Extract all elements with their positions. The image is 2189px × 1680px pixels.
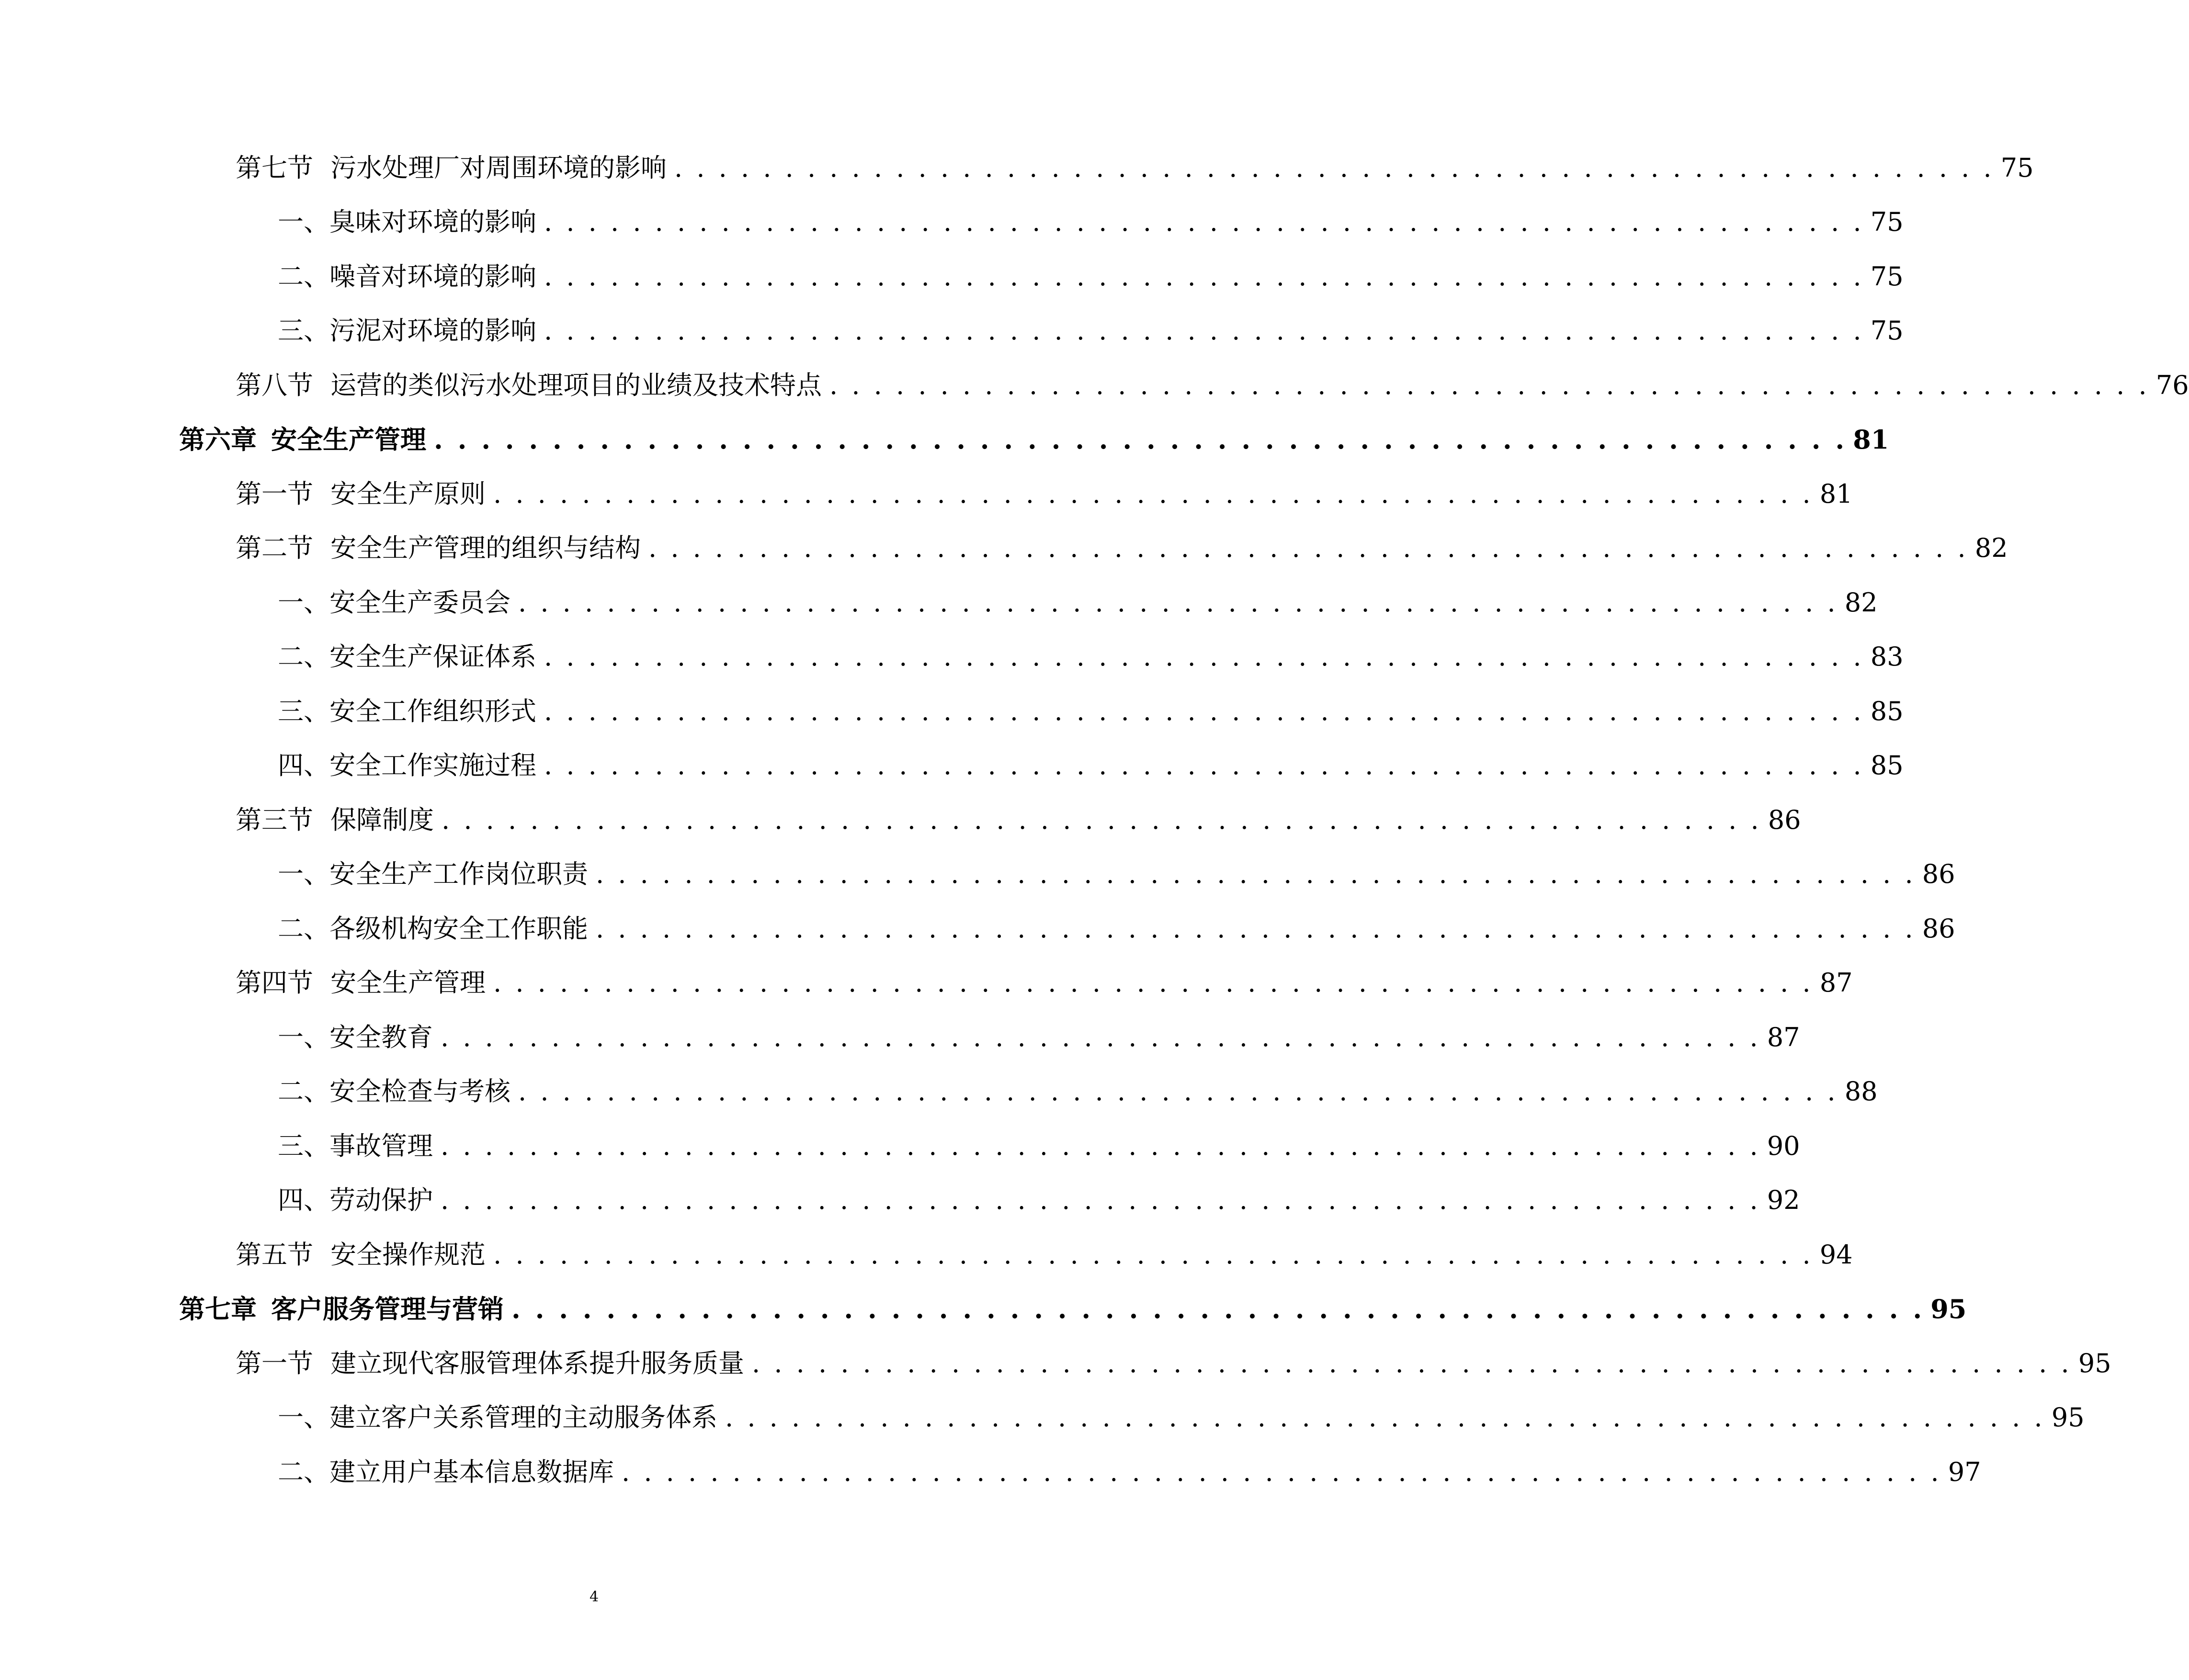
- toc-entry-number: 第七章: [179, 1294, 257, 1325]
- toc-entry-page: 87: [1767, 1022, 1800, 1052]
- toc-entry-number: 一、: [278, 859, 329, 890]
- toc-entry-section[interactable]: [0, 793, 1801, 847]
- toc-entry-page: 75: [1870, 261, 1904, 292]
- toc-leader-dots: . . . . . . . . . . . . . . . . . . . . . . . . . . . . . . . . . . . . . . . . . . . . . . . . . . . . . . . . . . . .: [518, 587, 1838, 618]
- toc-entry-page: 86: [1768, 804, 1801, 835]
- toc-entry-number: 二、: [278, 642, 329, 672]
- toc-leader-dots: . . . . . . . . . . . . . . . . . . . . . . . . . . . . . . . . . . . . . . . . . . . . . . . . . . . . . . . . . . . .: [544, 207, 1864, 237]
- toc-entry-item[interactable]: [0, 1119, 1800, 1173]
- toc-entry-title: 运营的类似污水处理项目的业绩及技术特点: [330, 370, 822, 400]
- toc-leader-dots: . . . . . . . . . . . . . . . . . . . . . . . . . . . . . . . . . . . . . . . . . . . . . . . . . . . . . . . . . . . .: [434, 424, 1848, 455]
- toc-entry-title: 安全生产工作岗位职责: [329, 859, 588, 890]
- toc-leader-dots: . . . . . . . . . . . . . . . . . . . . . . . . . . . . . . . . . . . . . . . . . . . . . . . . . . . . . . . . . . . .: [441, 1022, 1761, 1052]
- toc-entry-number: 三、: [278, 316, 329, 346]
- toc-entry-item[interactable]: [0, 1391, 2085, 1445]
- toc-entry-title: 保障制度: [330, 804, 434, 835]
- toc-leader-dots: . . . . . . . . . . . . . . . . . . . . . . . . . . . . . . . . . . . . . . . . . . . . . . . . . . . . . . . . . . . .: [441, 1130, 1761, 1161]
- toc-entry-label: [236, 1348, 744, 1378]
- toc-entry-number: 一、: [278, 1022, 329, 1052]
- toc-entry-label: [236, 970, 486, 996]
- toc-entry-title: 安全生产委员会: [329, 587, 510, 618]
- toc-entry-number: 二、: [278, 913, 329, 944]
- toc-entry-title: 安全生产原则: [330, 478, 486, 509]
- toc-entry-chapter[interactable]: [0, 413, 1889, 467]
- toc-entry-number: 第三节: [236, 804, 313, 835]
- toc-entry-item[interactable]: [0, 249, 1904, 304]
- toc-entry-page: 83: [1870, 642, 1904, 672]
- toc-leader-dots: . . . . . . . . . . . . . . . . . . . . . . . . . . . . . . . . . . . . . . . . . . . . . . . . . . . . . . . . . . . .: [544, 696, 1864, 726]
- toc-entry-label: [278, 1022, 433, 1052]
- toc-entry-number: 一、: [278, 1402, 329, 1433]
- toc-entry-label: [236, 533, 641, 564]
- toc-entry-label: [278, 1456, 614, 1487]
- toc-entry-label: [278, 750, 536, 781]
- toc-entry-page: 85: [1870, 696, 1904, 726]
- toc-entry-section[interactable]: [0, 521, 2008, 576]
- toc-entry-title: 污泥对环境的影响: [329, 316, 536, 346]
- toc-entry-title: 劳动保护: [329, 1185, 433, 1216]
- toc-leader-dots: . . . . . . . . . . . . . . . . . . . . . . . . . . . . . . . . . . . . . . . . . . . . . . . . . . . . . . . . . . . .: [493, 478, 1814, 509]
- toc-entry-number: 二、: [278, 261, 329, 292]
- toc-entry-title: 噪音对环境的影响: [329, 261, 536, 292]
- toc-entry-page: 82: [1844, 587, 1878, 618]
- toc-leader-dots: . . . . . . . . . . . . . . . . . . . . . . . . . . . . . . . . . . . . . . . . . . . . . . . . . . . . . . . . . . . .: [544, 261, 1864, 292]
- toc-entry-section[interactable]: [0, 956, 1853, 1011]
- toc-entry-label: [278, 318, 536, 344]
- toc-entry-number: 第一节: [236, 478, 313, 509]
- toc-leader-dots: . . . . . . . . . . . . . . . . . . . . . . . . . . . . . . . . . . . . . . . . . . . . . . . . . . . . . . . . . . . .: [441, 1185, 1761, 1216]
- toc-entry-title: 建立用户基本信息数据库: [329, 1456, 614, 1487]
- toc-entry-title: 安全工作组织形式: [329, 696, 536, 726]
- toc-entry-number: 二、: [278, 1456, 329, 1487]
- toc-entry-label: [278, 913, 588, 944]
- toc-entry-page: 92: [1767, 1185, 1800, 1216]
- toc-entry-title: 安全生产管理: [271, 424, 426, 455]
- toc-entry-section[interactable]: [0, 141, 2034, 195]
- toc-entry-page: 95: [1930, 1294, 1967, 1325]
- toc-entry-item[interactable]: [0, 1173, 1800, 1228]
- toc-entry-title: 臭味对环境的影响: [329, 207, 536, 237]
- toc-entry-number: 一、: [278, 587, 329, 618]
- toc-entry-section[interactable]: [0, 1336, 2111, 1391]
- toc-entry-page: 86: [1922, 859, 1955, 890]
- toc-entry-title: 污水处理厂对周围环境的影响: [330, 152, 667, 183]
- toc-entry-label: [278, 261, 536, 292]
- toc-entry-page: 88: [1844, 1076, 1878, 1107]
- toc-leader-dots: . . . . . . . . . . . . . . . . . . . . . . . . . . . . . . . . . . . . . . . . . . . . . . . . . . . . . . . . . . . .: [596, 913, 1916, 944]
- toc-entry-title: 客户服务管理与营销: [271, 1294, 504, 1325]
- toc-entry-label: [278, 859, 588, 890]
- toc-entry-label: [278, 1185, 433, 1216]
- toc-entry-number: 第一节: [236, 1348, 313, 1378]
- toc-entry-page: 75: [1870, 316, 1904, 346]
- toc-entry-item[interactable]: [0, 1445, 1981, 1500]
- toc-entry-title: 建立现代客服管理体系提升服务质量: [330, 1348, 744, 1378]
- toc-entry-title: 安全生产管理的组织与结构: [330, 533, 641, 564]
- toc-entry-title: 安全生产管理: [330, 968, 486, 998]
- toc-entry-section[interactable]: [0, 358, 2189, 413]
- toc-leader-dots: . . . . . . . . . . . . . . . . . . . . . . . . . . . . . . . . . . . . . . . . . . . . . . . . . . . . . . . . . . . .: [752, 1348, 2072, 1378]
- toc-entry-number: 第八节: [236, 370, 313, 400]
- toc-entry-page: 76: [2155, 370, 2189, 400]
- toc-entry-label: [236, 372, 822, 398]
- toc-entry-page: 82: [1974, 533, 2008, 564]
- toc-leader-dots: . . . . . . . . . . . . . . . . . . . . . . . . . . . . . . . . . . . . . . . . . . . . . . . . . . . . . . . . . . . .: [648, 533, 1969, 564]
- toc-leader-dots: . . . . . . . . . . . . . . . . . . . . . . . . . . . . . . . . . . . . . . . . . . . . . . . . . . . . . . . . . . . .: [518, 1076, 1838, 1107]
- toc-entry-item[interactable]: [0, 304, 1904, 359]
- toc-leader-dots: . . . . . . . . . . . . . . . . . . . . . . . . . . . . . . . . . . . . . . . . . . . . . . . . . . . . . . . . . . . .: [493, 1239, 1814, 1270]
- toc-entry-title: 安全教育: [329, 1022, 433, 1052]
- toc-entry-label: [179, 424, 426, 455]
- toc-entry-item[interactable]: [0, 684, 1904, 739]
- toc-entry-chapter[interactable]: [0, 1282, 1967, 1337]
- toc-leader-dots: . . . . . . . . . . . . . . . . . . . . . . . . . . . . . . . . . . . . . . . . . . . . . . . . . . . . . . . . . . . .: [674, 152, 1995, 183]
- toc-entry-item[interactable]: [0, 195, 1904, 250]
- toc-leader-dots: . . . . . . . . . . . . . . . . . . . . . . . . . . . . . . . . . . . . . . . . . . . . . . . . . . . . . . . . . . . .: [442, 804, 1762, 835]
- toc-entry-number: 一、: [278, 207, 329, 237]
- toc-entry-label: [179, 1294, 504, 1325]
- table-of-contents: [0, 141, 2189, 1500]
- toc-entry-number: 三、: [278, 1130, 329, 1161]
- toc-entry-label: [278, 1402, 717, 1433]
- toc-leader-dots: . . . . . . . . . . . . . . . . . . . . . . . . . . . . . . . . . . . . . . . . . . . . . . . . . . . . . . . . . . . .: [596, 859, 1916, 890]
- toc-entry-page: 81: [1819, 478, 1853, 509]
- toc-entry-item[interactable]: [0, 575, 1878, 630]
- toc-entry-label: [278, 587, 510, 618]
- toc-entry-page: 94: [1819, 1239, 1853, 1270]
- toc-entry-title: 安全操作规范: [330, 1239, 486, 1270]
- toc-entry-label: [278, 209, 536, 235]
- toc-leader-dots: . . . . . . . . . . . . . . . . . . . . . . . . . . . . . . . . . . . . . . . . . . . . . . . . . . . . . . . . . . . .: [511, 1294, 1925, 1325]
- toc-entry-number: 四、: [278, 1185, 329, 1216]
- toc-entry-title: 建立客户关系管理的主动服务体系: [329, 1402, 717, 1433]
- toc-entry-number: 四、: [278, 750, 329, 781]
- toc-entry-number: 第四节: [236, 968, 313, 998]
- toc-entry-label: [236, 152, 667, 183]
- toc-entry-number: 第二节: [236, 533, 313, 564]
- toc-entry-title: 安全生产保证体系: [329, 642, 536, 672]
- toc-entry-item[interactable]: [0, 902, 1955, 956]
- toc-entry-page: 87: [1819, 968, 1853, 998]
- toc-entry-page: 75: [2000, 152, 2034, 183]
- toc-entry-item[interactable]: [0, 1065, 1878, 1119]
- toc-entry-number: 第七节: [236, 152, 313, 183]
- page-number: 4: [589, 1589, 599, 1605]
- toc-entry-number: 三、: [278, 696, 329, 726]
- toc-leader-dots: . . . . . . . . . . . . . . . . . . . . . . . . . . . . . . . . . . . . . . . . . . . . . . . . . . . . . . . . . . . .: [829, 370, 2150, 400]
- toc-leader-dots: . . . . . . . . . . . . . . . . . . . . . . . . . . . . . . . . . . . . . . . . . . . . . . . . . . . . . . . . . . . .: [544, 642, 1864, 672]
- toc-entry-page: 97: [1948, 1456, 1981, 1487]
- toc-leader-dots: . . . . . . . . . . . . . . . . . . . . . . . . . . . . . . . . . . . . . . . . . . . . . . . . . . . . . . . . . . . .: [544, 316, 1864, 346]
- toc-entry-page: 85: [1870, 750, 1904, 781]
- toc-entry-section[interactable]: [0, 1228, 1853, 1282]
- toc-entry-page: 86: [1922, 913, 1955, 944]
- toc-leader-dots: . . . . . . . . . . . . . . . . . . . . . . . . . . . . . . . . . . . . . . . . . . . . . . . . . . . . . . . . . . . .: [725, 1402, 2045, 1433]
- toc-entry-number: 第六章: [179, 424, 257, 455]
- toc-entry-page: 95: [2078, 1348, 2111, 1378]
- toc-leader-dots: . . . . . . . . . . . . . . . . . . . . . . . . . . . . . . . . . . . . . . . . . . . . . . . . . . . . . . . . . . . .: [544, 750, 1864, 781]
- toc-entry-title: 安全检查与考核: [329, 1076, 510, 1107]
- toc-entry-title: 安全工作实施过程: [329, 750, 536, 781]
- toc-entry-label: [236, 1239, 486, 1270]
- toc-entry-label: [278, 1130, 433, 1161]
- toc-entry-item[interactable]: [0, 847, 1955, 902]
- toc-entry-label: [236, 804, 434, 835]
- toc-entry-number: 第五节: [236, 1239, 313, 1270]
- toc-entry-item[interactable]: [0, 1010, 1800, 1065]
- toc-entry-page: 81: [1853, 424, 1889, 455]
- toc-entry-label: [236, 478, 486, 509]
- toc-entry-title: 各级机构安全工作职能: [329, 913, 588, 944]
- toc-leader-dots: . . . . . . . . . . . . . . . . . . . . . . . . . . . . . . . . . . . . . . . . . . . . . . . . . . . . . . . . . . . .: [622, 1456, 1942, 1487]
- toc-entry-item[interactable]: [0, 739, 1904, 793]
- toc-entry-section[interactable]: [0, 467, 1853, 521]
- toc-entry-label: [278, 1076, 510, 1107]
- toc-entry-label: [278, 644, 536, 670]
- toc-entry-item[interactable]: [0, 630, 1904, 685]
- toc-entry-page: 95: [2051, 1402, 2085, 1433]
- toc-entry-label: [278, 696, 536, 726]
- toc-entry-title: 事故管理: [329, 1130, 433, 1161]
- toc-leader-dots: . . . . . . . . . . . . . . . . . . . . . . . . . . . . . . . . . . . . . . . . . . . . . . . . . . . . . . . . . . . .: [493, 968, 1814, 998]
- toc-entry-page: 90: [1767, 1130, 1800, 1161]
- toc-entry-page: 75: [1870, 207, 1904, 237]
- toc-entry-number: 二、: [278, 1076, 329, 1107]
